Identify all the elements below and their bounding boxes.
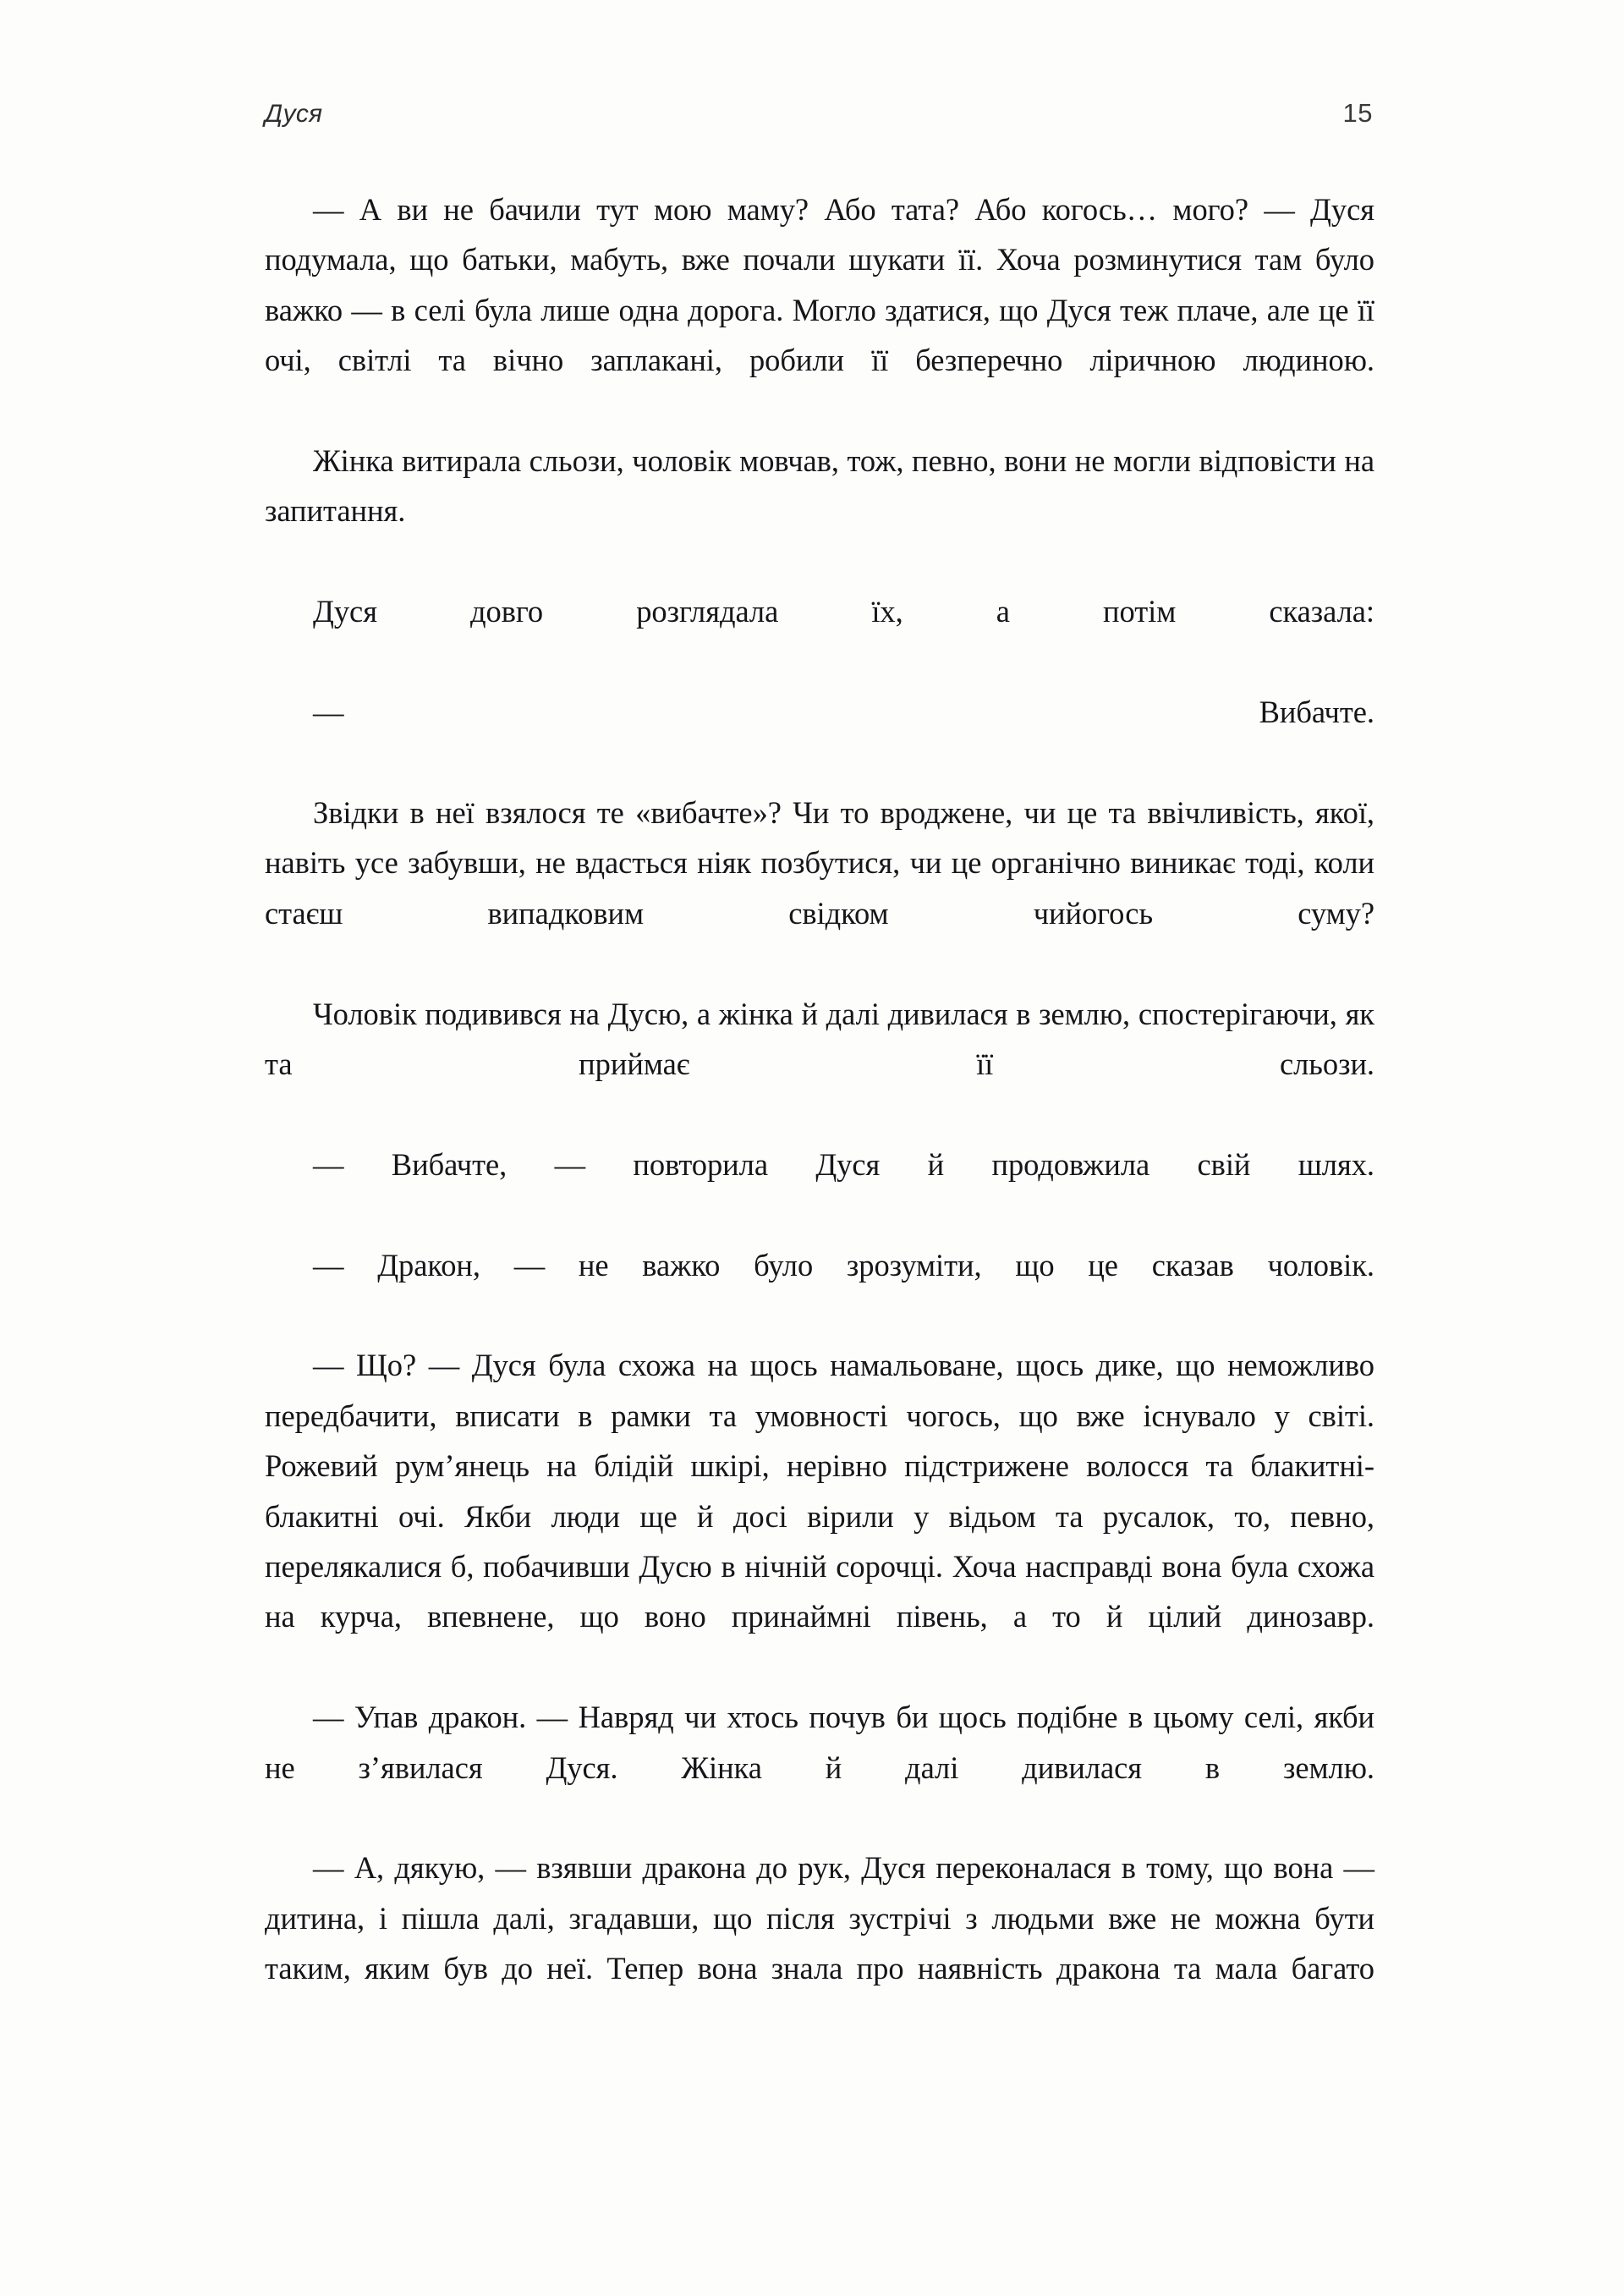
body-text-block bbox=[265, 184, 1374, 2044]
paragraph: — Упав дракон. — Навряд чи хтось почув би щось подібне в цьому селі, якби не з’явилася Дуся. Жінка й далі дивилася в землю. bbox=[265, 1700, 1374, 1785]
paragraph: — А ви не бачили тут мою маму? Або тата? Або когось… мого? — Дуся подумала, що батьки, мабуть, вже почали шукати її. Хоча розминутися там було важко — в селі була лише одна дорога. Могло здатися, що Дуся теж плаче, але це її очі, світлі та вічно заплакані, робили її безперечно ліричною людиною. bbox=[265, 192, 1374, 378]
paragraph: — А, дякую, — взявши дракона до рук, Дуся переконалася в тому, що вона — дитина, і пішла далі, згадавши, що після зустрічі з людьми вже не можна бути таким, яким був до неї. Тепер вона знала про наявність дракона та мала багато bbox=[265, 1850, 1374, 1986]
paragraph: Жінка витирала сльози, чоловік мовчав, тож, певно, вони не могли відповісти на запитання. bbox=[265, 443, 1374, 529]
paragraph: — Дракон, — не важко було зрозуміти, що це сказав чоловік. bbox=[313, 1247, 1374, 1283]
paragraph: — Що? — Дуся була схожа на щось намальоване, щось дике, що неможливо передбачити, вписати в рамки та умовності чогось, що вже існувало у світі. Рожевий рум’янець на блідій шкірі, нерівно підстрижене волосся та блакитні-блакитні очі. Якби люди ще й досі вірили у відьом та русалок, то, певно, перелякалися б, побачивши Дусю в нічній сорочці. Хоча насправді вона була схожа на курча, впевнене, що воно принаймні півень, а то й цілий динозавр. bbox=[265, 1348, 1374, 1634]
paragraph: — Вибачте, — повторила Дуся й продовжила свій шлях. bbox=[313, 1146, 1374, 1182]
paragraph: Чоловік подивився на Дусю, а жінка й далі дивилася в землю, спостерігаючи, як та приймає її сльози. bbox=[265, 996, 1374, 1081]
running-head-title: Дуся bbox=[265, 100, 323, 128]
paragraph: — Вибачте. bbox=[313, 695, 1374, 730]
page-number: 15 bbox=[1342, 98, 1373, 128]
paragraph: Дуся довго розглядала їх, а потім сказала: bbox=[313, 594, 1374, 629]
paragraph: Звідки в неї взялося те «вибачте»? Чи то вроджене, чи це та ввічливість, якої, навіть усе забувши, не вдасться ніяк позбутися, чи це органічно виникає тоді, коли стаєш випадковим свідком чийогось суму? bbox=[265, 794, 1374, 931]
running-head bbox=[265, 100, 1373, 151]
